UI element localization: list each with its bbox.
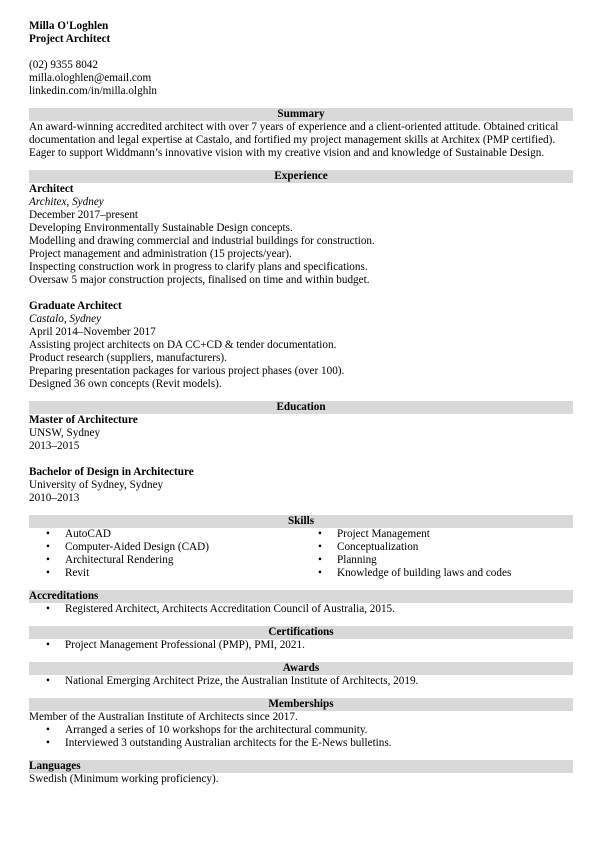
memberships-heading: Memberships (29, 698, 573, 711)
skill-item: • Planning (301, 554, 573, 567)
summary-heading: Summary (29, 108, 573, 121)
job-duty: Preparing presentation packages for various project phases (over 100). (29, 365, 345, 377)
skills-heading: Skills (29, 515, 573, 528)
skills-list-right (301, 528, 573, 580)
job-duty: Modelling and drawing commercial and industrial buildings for construction. (29, 235, 375, 247)
job-duty: Project management and administration (15 projects/year). (29, 248, 292, 260)
candidate-title: Project Architect (29, 33, 111, 45)
language-item: Swedish (Minimum working proficiency). (29, 773, 219, 785)
degree-name: Bachelor of Design in Architecture (29, 466, 194, 478)
job-dates: December 2017–present (29, 209, 139, 221)
resume-header (29, 20, 573, 98)
degree-school: UNSW, Sydney (29, 427, 101, 439)
skills-list-left (29, 528, 301, 580)
job-role: Graduate Architect (29, 300, 122, 312)
accreditation-item: • Registered Architect, Architects Accreditation Council of Australia, 2015. (29, 603, 573, 616)
degree-school: University of Sydney, Sydney (29, 479, 164, 491)
candidate-name: Milla O'Loghlen (29, 20, 109, 32)
education-heading: Education (29, 401, 573, 414)
degree-years: 2013–2015 (29, 440, 80, 452)
accreditations-heading: Accreditations (29, 590, 573, 603)
certification-item: • Project Management Professional (PMP), PMI, 2021. (29, 639, 573, 652)
skill-item: • Revit (29, 567, 301, 580)
skill-item: • Conceptualization (301, 541, 573, 554)
certifications-list (29, 639, 573, 652)
job-duty: Product research (suppliers, manufacturers). (29, 352, 227, 364)
membership-intro: Member of the Australian Institute of Architects since 2017. (29, 711, 298, 723)
certifications-heading: Certifications (29, 626, 573, 639)
accreditations-list (29, 603, 573, 616)
job-duty: Oversaw 5 major construction projects, finalised on time and within budget. (29, 274, 370, 286)
resume-page (29, 20, 573, 786)
job-duty: Designed 36 own concepts (Revit models). (29, 378, 222, 390)
memberships-list (29, 724, 573, 750)
experience-heading: Experience (29, 170, 573, 183)
job-company: Architex, Sydney (29, 196, 104, 208)
degree-name: Master of Architecture (29, 414, 138, 426)
job-duty: Developing Environmentally Sustainable Design concepts. (29, 222, 293, 234)
job-entry-architect (29, 183, 573, 287)
phone-number: (02) 9355 8042 (29, 59, 98, 71)
email-address: milla.ologhlen@email.com (29, 72, 152, 84)
skill-item: • AutoCAD (29, 528, 301, 541)
skills-columns (29, 528, 573, 580)
awards-heading: Awards (29, 662, 573, 675)
linkedin-url: linkedin.com/in/milla.olghln (29, 85, 158, 97)
job-company: Castalo, Sydney (29, 313, 102, 325)
skill-item: • Computer-Aided Design (CAD) (29, 541, 301, 554)
summary-text: An award-winning accredited architect with over 7 years of experience and a client-oriented attitude. Obtained critical documentation and legal expertise at Castalo, and fortified my project management skills at Architex (PMP certified). Eager to support Widdmann’s innovative vision with my creative vision and and knowledge of Sustainable Design. (29, 121, 559, 159)
award-item: • National Emerging Architect Prize, the Australian Institute of Architects, 2019. (29, 675, 573, 688)
skill-item: • Knowledge of building laws and codes (301, 567, 573, 580)
job-entry-graduate-architect (29, 300, 573, 391)
job-dates: April 2014–November 2017 (29, 326, 156, 338)
membership-item: • Arranged a series of 10 workshops for the architectural community. (29, 724, 573, 737)
job-role: Architect (29, 183, 74, 195)
membership-item: • Interviewed 3 outstanding Australian architects for the E-News bulletins. (29, 737, 573, 750)
degree-entry (29, 466, 573, 505)
skill-item: • Project Management (301, 528, 573, 541)
job-duty: Inspecting construction work in progress to clarify plans and specifications. (29, 261, 368, 273)
degree-years: 2010–2013 (29, 492, 80, 504)
awards-list (29, 675, 573, 688)
job-duty: Assisting project architects on DA CC+CD & tender documentation. (29, 339, 337, 351)
languages-heading: Languages (29, 760, 573, 773)
skill-item: • Architectural Rendering (29, 554, 301, 567)
degree-entry (29, 414, 573, 453)
